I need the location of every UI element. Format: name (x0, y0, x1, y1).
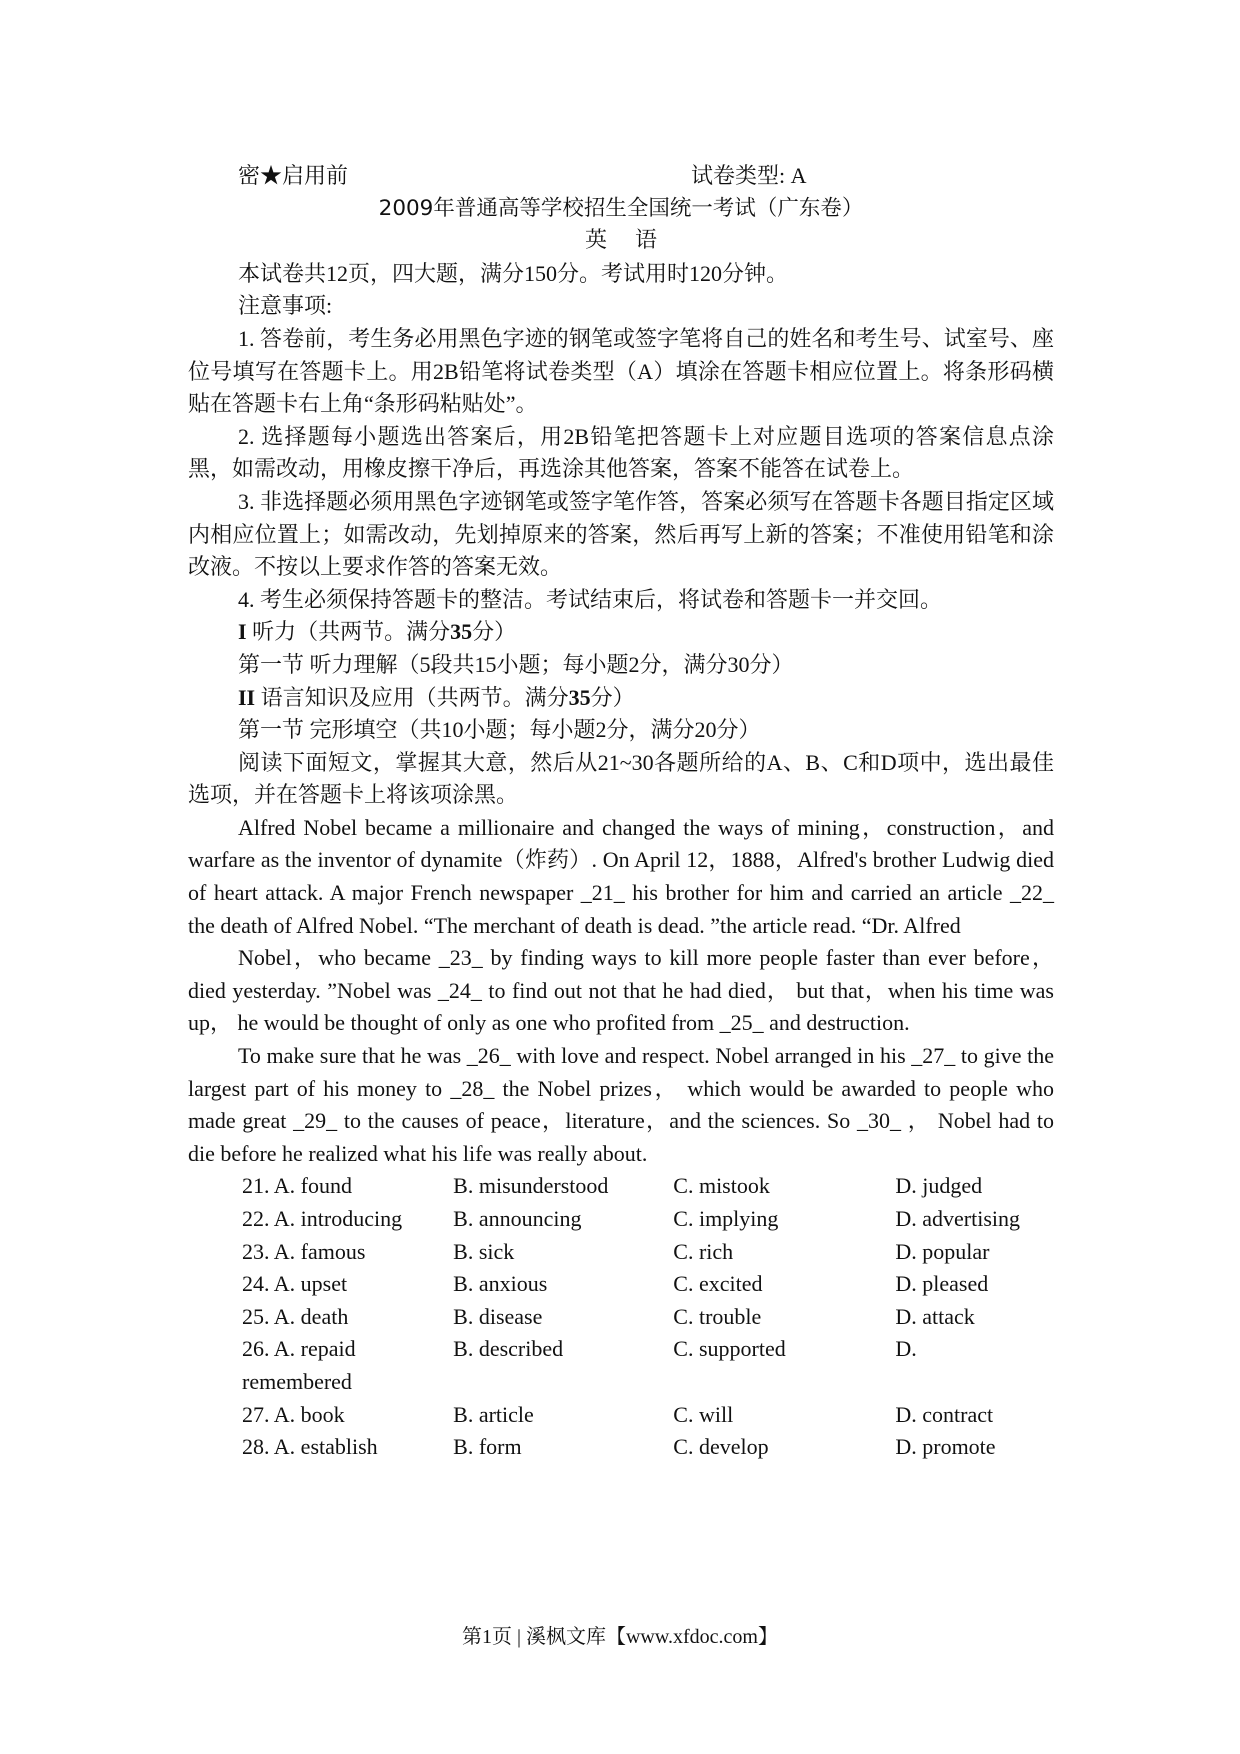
option-row (242, 1268, 1054, 1301)
section-2-part-1: 第一节 完形填空（共10小题；每小题2分，满分20分） (238, 717, 761, 743)
option-a: 25. A. death (242, 1303, 349, 1329)
option-a: 23. A. famous (242, 1238, 366, 1264)
intro-text: 本试卷共12页，四大题，满分150分。考试用时120分钟。 (238, 260, 789, 286)
option-row (242, 1399, 1054, 1432)
option-c: C. mistook (673, 1173, 770, 1199)
option-b: B. anxious (453, 1271, 548, 1297)
section-score: 35 (450, 619, 473, 645)
option-c: C. implying (673, 1206, 779, 1231)
subject-title: 英语 (584, 228, 685, 254)
option-b: B. announcing (453, 1206, 582, 1231)
option-a: 27. A. book (242, 1401, 345, 1427)
section-text: 听力（共两节。满分 (252, 619, 451, 645)
option-row (242, 1170, 1054, 1203)
option-d: D. contract (895, 1401, 994, 1427)
section-1-heading (188, 616, 1054, 649)
option-b: B. sick (453, 1238, 515, 1264)
option-d: D. attack (895, 1303, 975, 1329)
section-text: 语言知识及应用（共两节。满分 (260, 684, 569, 710)
section-2-heading (188, 682, 1054, 715)
option-row (242, 1366, 1054, 1399)
option-a: 28. A. establish (242, 1434, 378, 1460)
option-row (242, 1431, 1054, 1464)
option-a: 21. A. found (242, 1173, 352, 1199)
section-end: 分） (472, 619, 517, 645)
option-c: C. will (673, 1401, 734, 1427)
notice-item: 2. 选择题每小题选出答案后，用2B铅笔把答题卡上对应题目选项的答案信息点涂黑，如需改动，用橡皮擦干净后，再选涂其他答案，答案不能答在试卷上。 (188, 423, 1054, 482)
options-table (242, 1170, 1054, 1463)
section-number: I (238, 619, 247, 645)
section-number: II (238, 684, 256, 710)
exam-page (188, 160, 1054, 1464)
section-1-part-1: 第一节 听力理解（5段共15小题；每小题2分，满分30分） (238, 651, 794, 677)
option-b (453, 1366, 673, 1399)
option-a: 26. A. repaid (242, 1336, 356, 1362)
option-row (242, 1333, 1054, 1366)
option-b: B. article (453, 1401, 534, 1427)
section-score: 35 (568, 684, 591, 710)
passage-paragraph: Alfred Nobel became a millionaire and changed the ways of mining，construction，and warfare as the inventor of dynamite（炸药）. On April 12，1888，Alfred's brother Ludwig died of heart attack. A major French newspaper _21_ his brother for him and carried an article _22_ the death of Alfred Nobel. “The merchant of death is dead. ”the article read. “Dr. Alfred (188, 814, 1054, 938)
option-d: D. promote (895, 1434, 996, 1460)
option-a: 24. A. upset (242, 1271, 348, 1297)
option-a: remembered (242, 1368, 352, 1394)
option-c: C. develop (673, 1434, 769, 1460)
option-d: D. popular (895, 1238, 990, 1264)
option-d: D. (895, 1336, 917, 1362)
option-row (242, 1301, 1054, 1334)
passage-paragraph: To make sure that he was _26_ with love and respect. Nobel arranged in his _27_ to give the largest part of his money to _28_ the Nobel prizes， which would be awarded to people who made great _29_ to the causes of peace，literature，and the sciences. So _30_ ， Nobel had to die before he realized what his life was really about. (188, 1043, 1054, 1166)
option-d: D. advertising (895, 1206, 1021, 1231)
option-d (895, 1366, 1054, 1399)
option-b: B. disease (453, 1303, 543, 1329)
confidential-label: 密★启用前 (238, 163, 349, 188)
option-d: D. pleased (895, 1271, 989, 1297)
page-footer: 第1页 | 溪枫文库【www.xfdoc.com】 (461, 1626, 778, 1648)
notice-item: 4. 考生必须保持答题卡的整洁。考试结束后，将试卷和答题卡一并交回。 (238, 586, 943, 612)
section-end: 分） (590, 684, 635, 710)
option-c: C. supported (673, 1336, 786, 1362)
option-row (242, 1236, 1054, 1269)
option-b: B. form (453, 1434, 522, 1460)
option-d: D. judged (895, 1173, 983, 1199)
option-row (242, 1203, 1054, 1236)
exam-title: 2009年普通高等学校招生全国统一考试（广东卷） (378, 195, 864, 221)
option-c: C. trouble (673, 1303, 762, 1329)
option-c (673, 1366, 895, 1399)
option-c: C. excited (673, 1271, 763, 1297)
passage-paragraph: Nobel，who became _23_ by finding ways to kill more people faster than ever before， died yesterday. ”Nobel was _24_ to find out not that he had died， but that，when his time was up， he would be thought of only as one who profited from _25_ and destruction. (188, 945, 1054, 1036)
option-b: B. described (453, 1336, 564, 1362)
option-c: C. rich (673, 1238, 734, 1264)
notice-item: 1. 答卷前，考生务必用黑色字迹的钢笔或签字笔将自己的姓名和考生号、试室号、座位号填写在答题卡上。用2B铅笔将试卷类型（A）填涂在答题卡相应位置上。将条形码横贴在答题卡右上角“条形码粘贴处”。 (188, 325, 1054, 417)
header-row (188, 160, 1054, 193)
option-b: B. misunderstood (453, 1173, 609, 1199)
instruction-text: 阅读下面短文，掌握其大意，然后从21~30各题所给的A、B、C和D项中，选出最佳选项，并在答题卡上将该项涂黑。 (188, 749, 1054, 808)
option-a: 22. A. introducing (242, 1206, 403, 1231)
paper-type-label: 试卷类型: A (691, 163, 807, 188)
notice-item: 3. 非选择题必须用黑色字迹钢笔或签字笔作答，答案必须写在答题卡各题目指定区域内相应位置上；如需改动，先划掉原来的答案，然后再写上新的答案；不准使用铅笔和涂改液。不按以上要求作答的答案无效。 (188, 488, 1054, 580)
notice-heading: 注意事项: (238, 293, 333, 319)
